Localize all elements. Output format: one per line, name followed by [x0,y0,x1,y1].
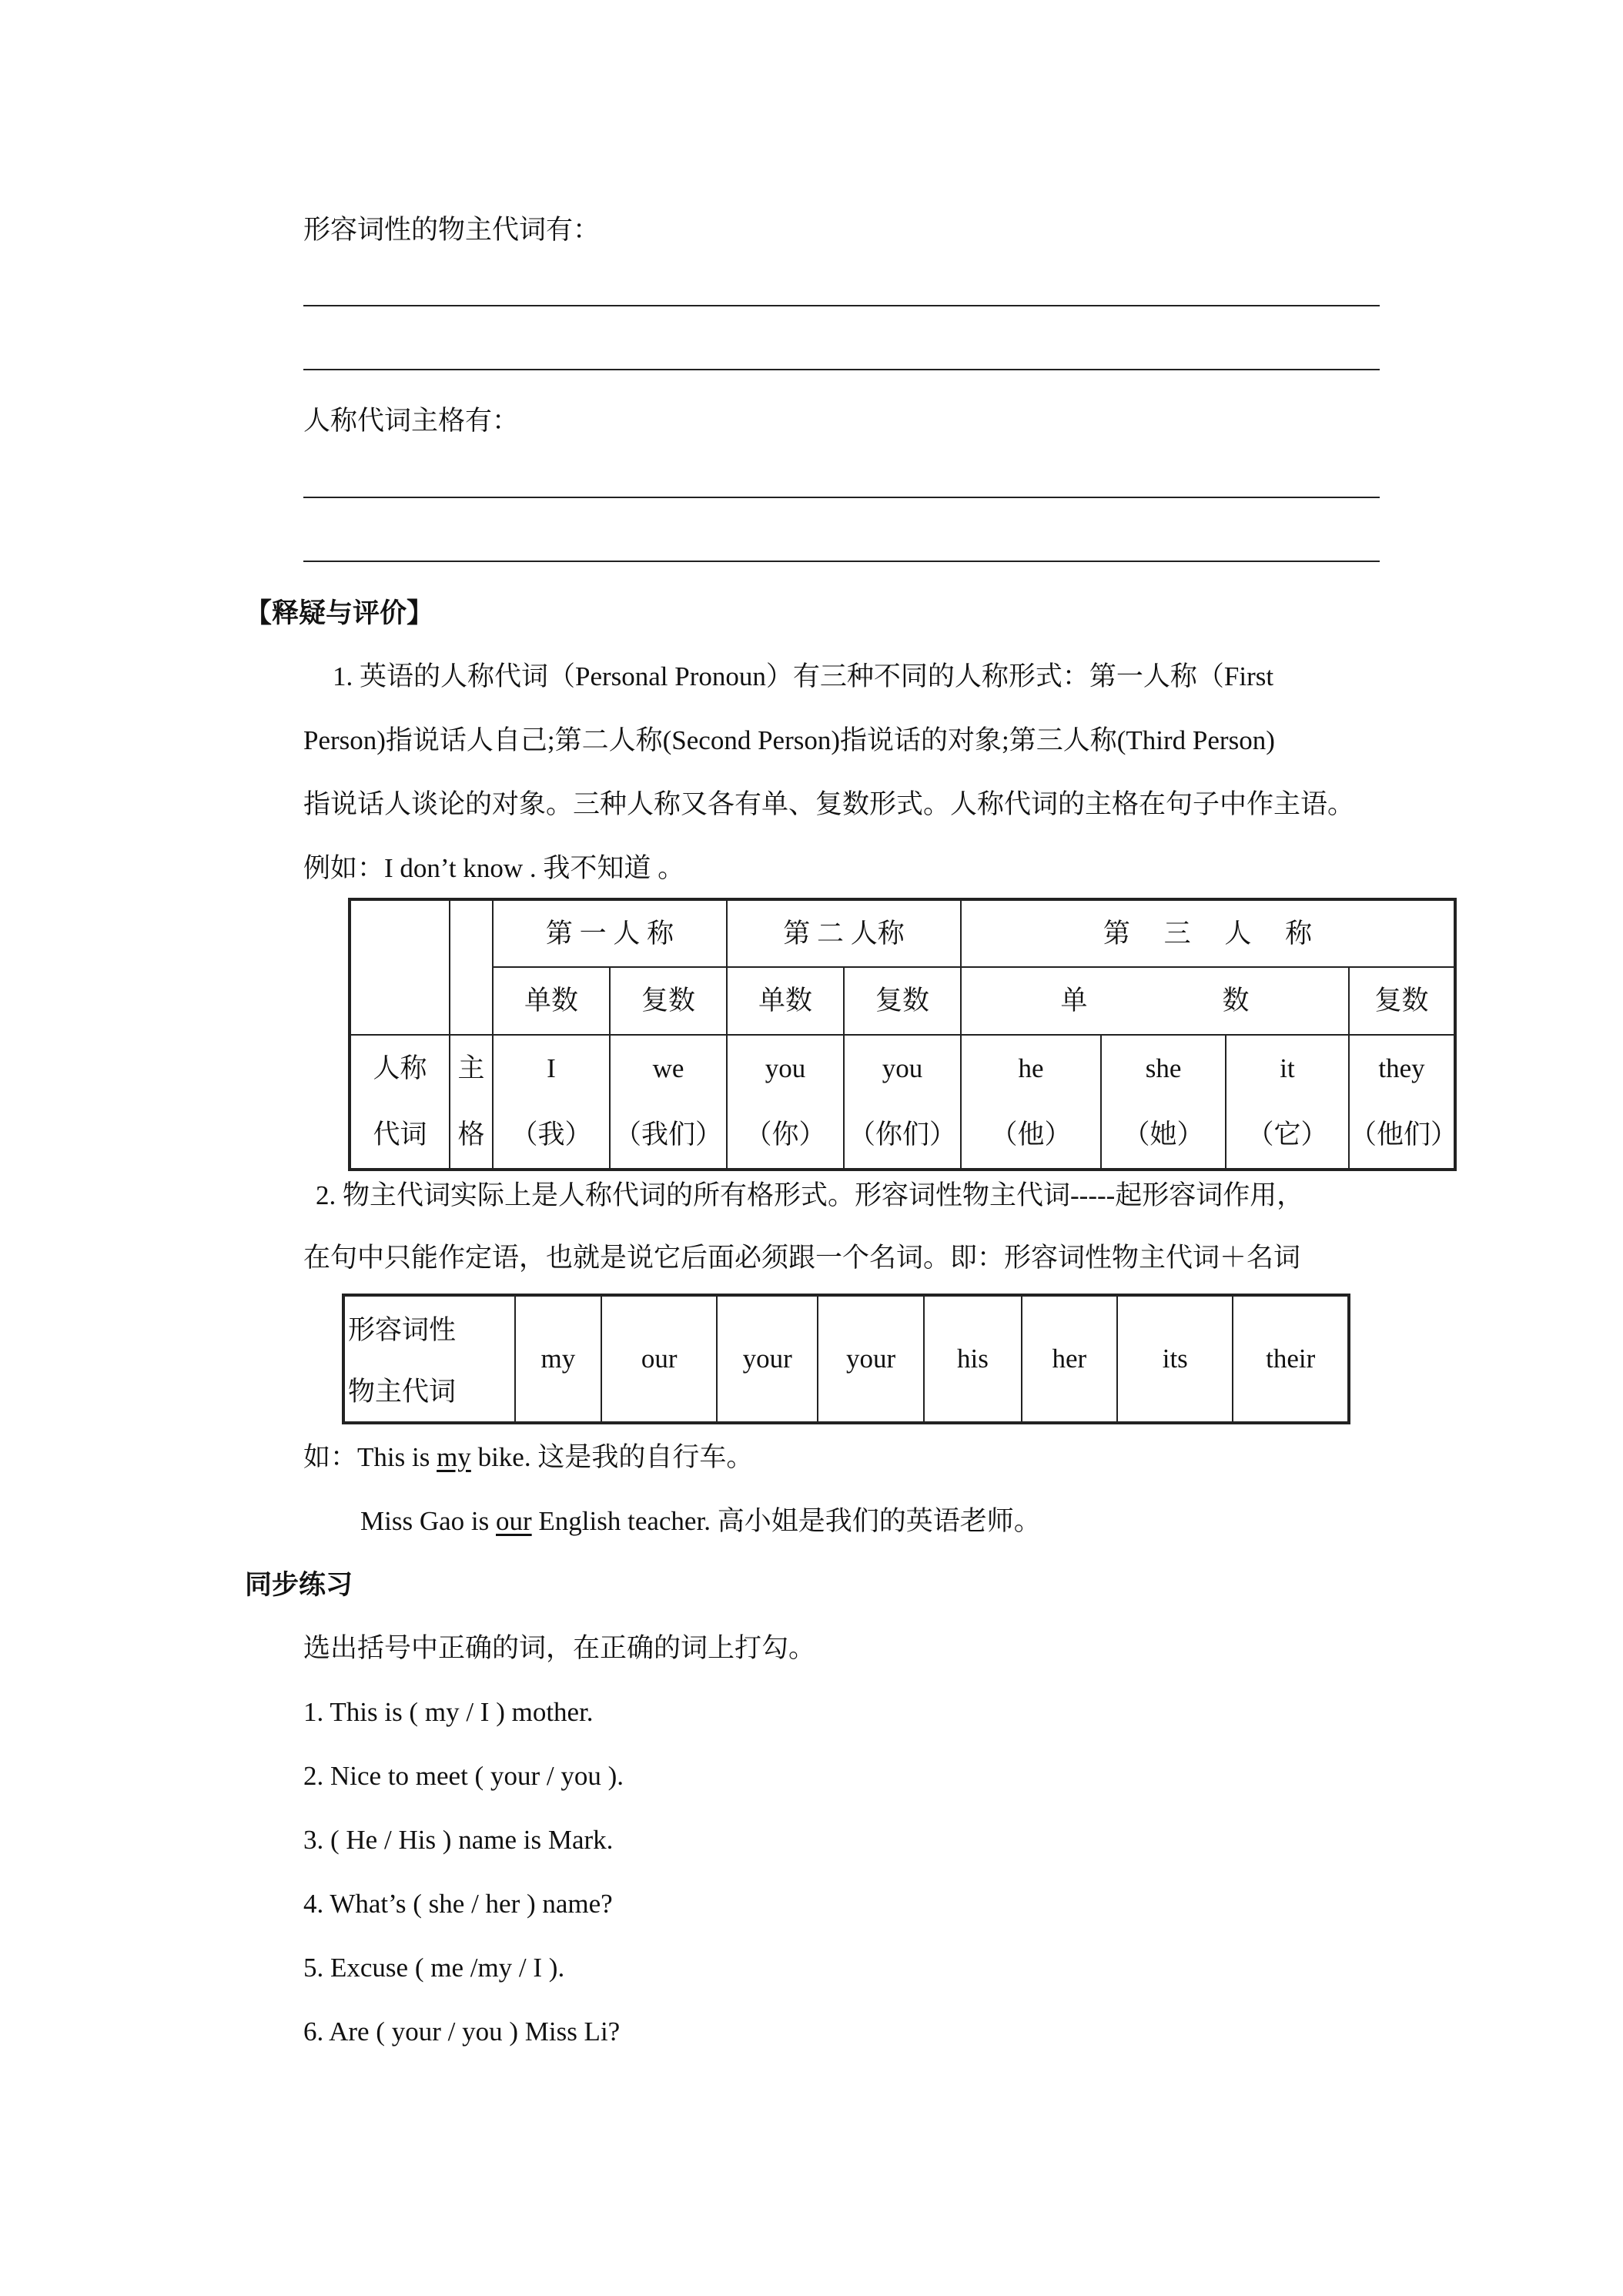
example-2 [360,1505,1041,1538]
possessive-word-our: our [601,1295,717,1423]
pronoun-zh: （他们） [1350,1120,1458,1150]
practice-item-2: 2. Nice to meet ( your / you ). [303,1761,624,1791]
possessive-pronoun-table [342,1294,1350,1424]
pronoun-en: you [765,1053,806,1083]
possessive-label-cell [343,1295,515,1423]
example-1 [303,1441,753,1474]
row-label-line-2: 代词 [373,1120,427,1150]
pronoun-zh: （他） [990,1120,1072,1150]
pronoun-en: it [1280,1053,1295,1083]
example-2-underlined: our [496,1506,532,1536]
pronoun-cell-you-singular [727,1035,844,1170]
table-corner-cell-2 [450,899,493,1035]
pronoun-cell-we [610,1035,727,1170]
pronoun-zh: （她） [1123,1120,1204,1150]
paragraph-1-line-4: 例如：I don’t know . 我不知道 。 [303,853,685,883]
possessive-word-its: its [1117,1295,1233,1423]
pronoun-zh: （我们） [614,1120,723,1150]
row-label-cell [350,1035,450,1170]
practice-item-1: 1. This is ( my / I ) mother. [303,1697,594,1727]
header-plural-2: 复数 [844,967,961,1035]
answer-line-3 [303,497,1380,498]
paragraph-2-line-1: 2. 物主代词实际上是人称代词的所有格形式。形容词性物主代词-----起形容词作用， [316,1180,1304,1210]
possessive-label-line-1: 形容词性 [348,1315,457,1345]
example-1-pre: 如：This is [303,1442,437,1472]
practice-item-3: 3. ( He / His ) name is Mark. [303,1825,614,1855]
pronoun-cell-it [1226,1035,1349,1170]
pronoun-zh: （你） [745,1120,826,1150]
answer-line-2 [303,369,1380,370]
table-corner-cell [350,899,450,1035]
answer-line-4 [303,561,1380,562]
case-label-line-1: 主 [457,1053,485,1083]
paragraph-1-line-3: 指说话人谈论的对象。三种人称又各有单、复数形式。人称代词的主格在句子中作主语。 [303,789,1355,819]
pronoun-en: she [1145,1053,1182,1083]
practice-item-5: 5. Excuse ( me /my / I ). [303,1953,565,1983]
header-singular-3: 单 数 [961,967,1349,1035]
pronoun-cell-she [1101,1035,1226,1170]
pronoun-zh: （你们） [848,1120,957,1150]
header-second-person: 第 二 人称 [727,899,961,967]
practice-heading: 同步练习 [245,1570,353,1600]
header-third-person: 第 三 人 称 [961,899,1455,967]
pronoun-cell-you-plural [844,1035,961,1170]
header-plural-1: 复数 [610,967,727,1035]
possessive-label-line-2: 物主代词 [348,1377,457,1407]
example-1-underlined: my [437,1442,471,1472]
row-label-line-1: 人称 [373,1053,427,1083]
case-label-cell [450,1035,493,1170]
example-2-pre: Miss Gao is [360,1506,496,1536]
possessive-word-your-1: your [717,1295,817,1423]
example-2-post: English teacher. 高小姐是我们的英语老师。 [531,1506,1041,1536]
pronoun-en: they [1378,1053,1425,1083]
pronoun-en: he [1018,1053,1044,1083]
pronoun-zh: （它） [1247,1120,1328,1150]
case-label-line-2: 格 [457,1120,485,1150]
possessive-word-your-2: your [818,1295,924,1423]
pronoun-zh: （我） [510,1120,592,1150]
pronoun-cell-he [961,1035,1101,1170]
pronoun-en: I [547,1053,556,1083]
answer-line-1 [303,305,1380,306]
possessive-word-her: her [1022,1295,1117,1423]
pronoun-en: we [652,1053,684,1083]
subject-pronoun-label: 人称代词主格有： [303,406,520,436]
pronoun-cell-they [1349,1035,1458,1170]
paragraph-1-line-1: 1. 英语的人称代词（Personal Pronoun）有三种不同的人称形式：第一人称（First [333,661,1274,691]
header-plural-3: 复数 [1349,967,1455,1035]
example-1-post: bike. 这是我的自行车。 [470,1442,754,1472]
pronoun-cell-i [493,1035,610,1170]
practice-instruction: 选出括号中正确的词，在正确的词上打勾。 [303,1633,816,1663]
explain-heading: 【释疑与评价】 [245,598,434,628]
practice-item-6: 6. Are ( your / you ) Miss Li? [303,2017,621,2047]
possessive-word-their: their [1233,1295,1349,1423]
possessive-word-his: his [924,1295,1021,1423]
header-singular-2: 单数 [727,967,844,1035]
personal-pronoun-table [348,898,1457,1171]
paragraph-1-line-2: Person)指说话人自己;第二人称(Second Person)指说话的对象;第三人称(Third Person) [303,725,1275,755]
possessive-word-my: my [515,1295,601,1423]
header-first-person: 第 一 人 称 [493,899,727,967]
pronoun-en: you [882,1053,923,1083]
paragraph-2-line-2: 在句中只能作定语，也就是说它后面必须跟一个名词。即：形容词性物主代词＋名词 [303,1243,1301,1273]
header-singular-1: 单数 [493,967,610,1035]
practice-item-4: 4. What’s ( she / her ) name? [303,1889,613,1919]
adjective-possessive-label: 形容词性的物主代词有： [303,215,601,245]
